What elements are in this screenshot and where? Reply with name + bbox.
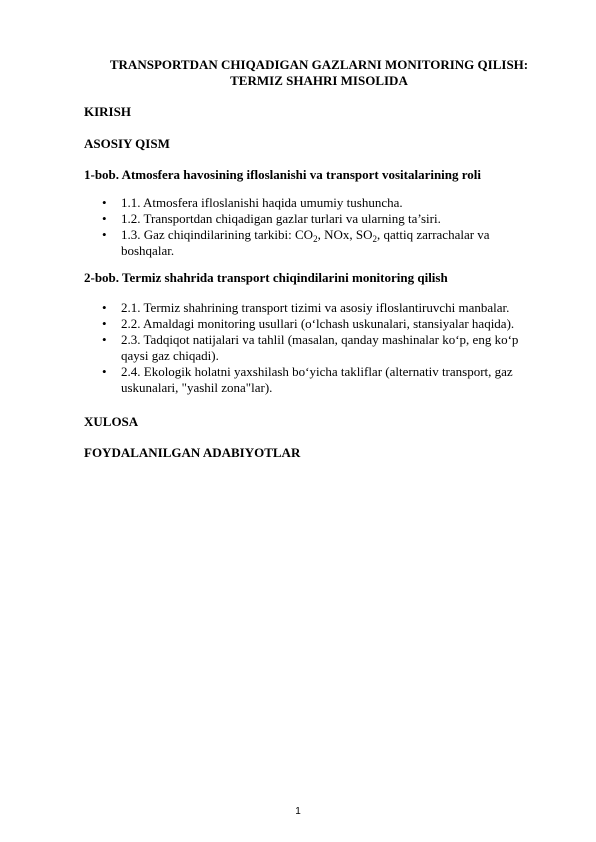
bullet-icon: •: [102, 195, 107, 210]
bullet-icon: •: [102, 227, 107, 242]
list-item-text: 2.2. Amaldagi monitoring usullari (o‘lchash uskunalari, stansiyalar haqida).: [121, 316, 515, 331]
list-item: [84, 364, 544, 396]
subscript: 2: [313, 234, 318, 244]
conclusion-heading: XULOSA: [84, 414, 139, 429]
intro-heading: KIRISH: [84, 104, 131, 119]
list-item: [84, 211, 544, 227]
title-line-1: TRANSPORTDAN CHIQADIGAN GAZLARNI MONITORING QILISH:: [109, 57, 529, 72]
list-item-text: [121, 227, 490, 258]
list-item: [84, 332, 544, 364]
main-part-heading: ASOSIY QISM: [84, 136, 170, 151]
chapter2-heading: 2-bob. Termiz shahrida transport chiqindilarini monitoring qilish: [84, 270, 448, 285]
list-item-text-prefix: 1.3. Gaz chiqindilarining tarkibi: CO: [121, 227, 314, 242]
bullet-icon: •: [102, 332, 107, 347]
chapter1-heading: 1-bob. Atmosfera havosining ifloslanishi va transport vositalarining roli: [84, 167, 482, 182]
list-item-text: 2.3. Tadqiqot natijalari va tahlil (masalan, qanday mashinalar ko‘p, eng ko‘p qaysi gaz chiqadi).: [121, 332, 519, 363]
subscript: 2: [372, 234, 377, 244]
references-heading: FOYDALANILGAN ADABIYOTLAR: [84, 445, 301, 460]
chapter1-list: [84, 195, 544, 259]
page-number: 1: [295, 806, 301, 817]
list-item-text: 2.1. Termiz shahrining transport tizimi va asosiy ifloslantiruvchi manbalar.: [121, 300, 510, 315]
list-item-text-mid: , NOx, SO: [317, 227, 373, 242]
bullet-icon: •: [102, 364, 107, 379]
list-item: [84, 300, 544, 316]
list-item: [84, 316, 544, 332]
title-line-2: TERMIZ SHAHRI MISOLIDA: [230, 73, 408, 88]
list-item-text: 1.1. Atmosfera ifloslanishi haqida umumiy tushuncha.: [121, 195, 403, 210]
bullet-icon: •: [102, 316, 107, 331]
list-item-text-suffix: , qattiq zarrachalar va boshqalar.: [121, 227, 490, 258]
list-item: [84, 195, 544, 211]
list-item-text: 2.4. Ekologik holatni yaxshilash bo‘yicha takliflar (alternativ transport, gaz uskunalari, "yashil zona"lar).: [121, 364, 513, 395]
list-item-text: 1.2. Transportdan chiqadigan gazlar turlari va ularning ta’siri.: [121, 211, 441, 226]
document-title: [70, 57, 568, 89]
list-item: [84, 227, 544, 259]
bullet-icon: •: [102, 300, 107, 315]
bullet-icon: •: [102, 211, 107, 226]
chapter2-list: [84, 300, 544, 396]
